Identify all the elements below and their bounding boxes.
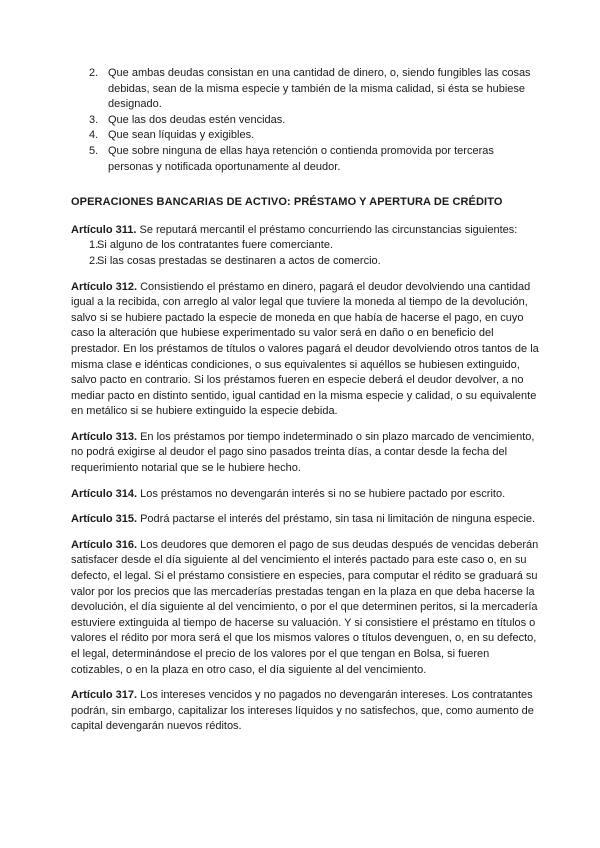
article-311-list: [71, 238, 541, 269]
article-label: Artículo 315.: [71, 513, 138, 526]
document-page: [71, 66, 541, 735]
list-item: 3. Que las dos deudas estén vencidas.: [89, 113, 286, 126]
article-label: Artículo 317.: [71, 689, 138, 702]
article-label: Artículo 312.: [71, 280, 138, 293]
article-text: Consistiendo el préstamo en dinero, pagará el deudor devolviendo una cantidad igual a la recibida, con arreglo al valor legal que tuviere la moneda al tiempo de la devolución, salvo si se hubiere pactado la especie de moneda en que había de hacerse el pago, en cuyo caso la alteración que hubiese experimentado su valor será en daño o en beneficio del prestador. En los préstamos de títulos o valores pagará el deudor devolviendo otros tantos de la misma clase e idénticas condiciones, o sus equivalentes si aquéllos se hubiesen extinguido, salvo pacto en contrario. Si los préstamos fueren en especie deberá el deudor devolver, a no mediar pacto en distinto sentido, igual cantidad en la misma especie y calidad, o su equivalente en metálico si se hubiere extinguido la especie debida.: [71, 280, 539, 418]
list-item: 2. Si las cosas prestadas se destinaren a actos de comercio.: [89, 254, 381, 267]
article-label: Artículo 314.: [71, 487, 138, 500]
article-label: Artículo 311.: [71, 223, 137, 236]
list-item: 5. Que sobre ninguna de ellas haya retención o contienda promovida por terceras personas y notificada oportunamente al deudor.: [89, 144, 494, 173]
list-item: 4. Que sean líquidas y exigibles.: [89, 129, 255, 142]
article-text: En los préstamos por tiempo indeterminado o sin plazo marcado de vencimiento, no podrá exigirse al deudor el pago sino pasados treinta días, a contar desde la fecha del requerimiento notarial que se le hubiere hecho.: [71, 430, 535, 475]
article-311: [71, 223, 541, 270]
article-text: Se reputará mercantil el préstamo concurriendo las circunstancias siguientes:: [136, 223, 518, 236]
list-item: 2. Que ambas deudas consistan en una cantidad de dinero, o, siendo fungibles las cosas debidas, sean de la misma especie y también de la misma calidad, si ésta se hubiese designado.: [89, 67, 531, 111]
article-text: Podrá pactarse el interés del préstamo, sin tasa ni limitación de ninguna especie.: [137, 513, 536, 526]
conditions-list: [71, 66, 541, 175]
article-label: Artículo 313.: [71, 430, 138, 443]
article-label: Artículo 316.: [71, 538, 138, 551]
article-317: [71, 688, 541, 735]
article-text: Los intereses vencidos y no pagados no devengarán intereses. Los contratantes podrán, sin embargo, capitalizar los intereses líquidos y no satisfechos, que, como aumento de capital devengarán nuevos réditos.: [71, 689, 534, 733]
article-313: [71, 430, 541, 477]
article-312: [71, 280, 541, 420]
article-text: Los préstamos no devengarán interés si no se hubiere pactado por escrito.: [137, 487, 506, 500]
article-314: [71, 487, 541, 503]
article-316: [71, 538, 541, 678]
section-title: OPERACIONES BANCARIAS DE ACTIVO: PRÉSTAMO Y APERTURA DE CRÉDITO: [71, 196, 503, 209]
article-text: Los deudores que demoren el pago de sus deudas después de vencidas deberán satisfacer desde el día siguiente al del vencimiento el interés pactado para este caso o, en su defecto, el legal. Si el préstamo consistiere en especies, para computar el rédito se graduará su valor por los precios que las mercaderías prestadas tengan en la plaza en que deba hacerse la devolución, el día siguiente al del vencimiento, o por el que determinen peritos, si la mercadería estuviere extinguida al tiempo de hacerse su valuación. Y si consistiere el préstamo en títulos o valores el rédito por mora será el que los mismos valores o títulos devenguen, o, en su defecto, el legal, determinándose el precio de los valores por el que tengan en Bolsa, si fueren cotizables, o en la plaza en otro caso, el día siguiente al del vencimiento.: [71, 538, 539, 676]
article-315: [71, 512, 541, 528]
list-item: 1. Si alguno de los contratantes fuere comerciante.: [89, 239, 334, 252]
